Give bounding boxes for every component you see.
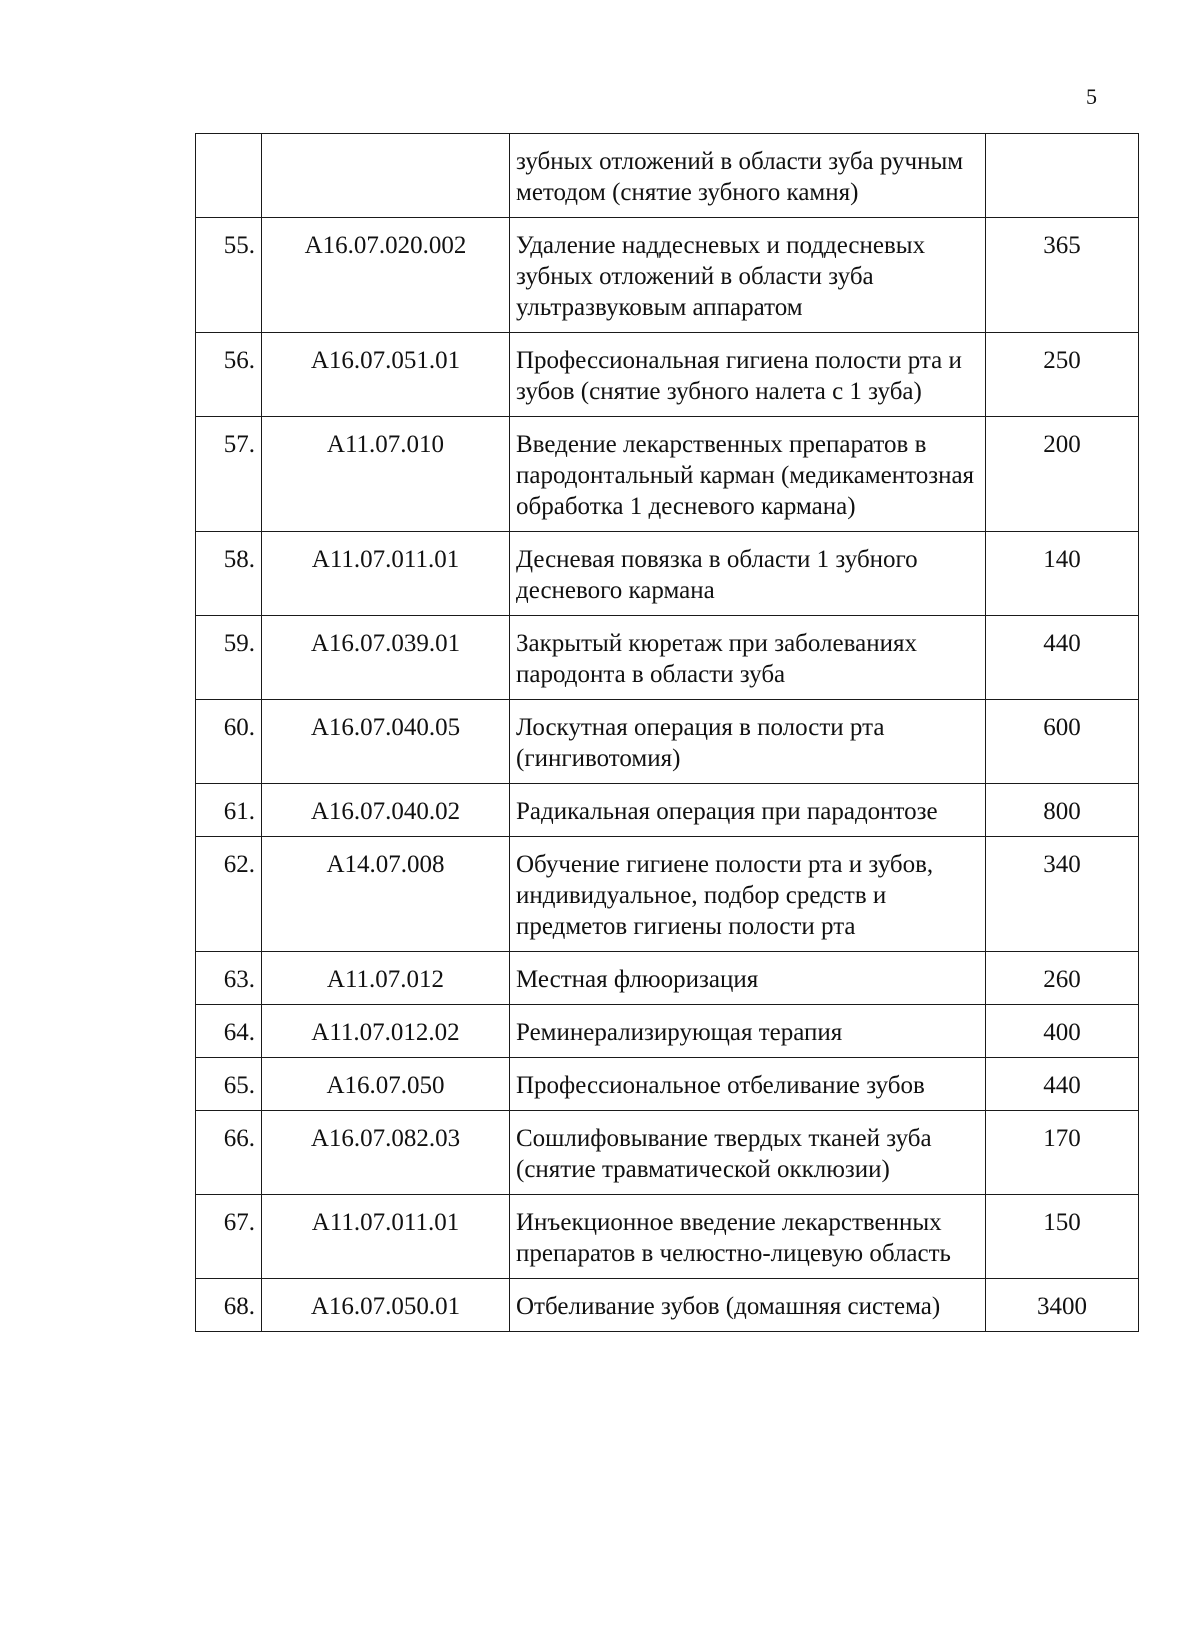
service-price: 150: [986, 1195, 1139, 1279]
service-price: 440: [986, 616, 1139, 700]
service-name: Закрытый кюретаж при заболеваниях пародонта в области зуба: [510, 616, 986, 700]
row-number: 55.: [196, 218, 262, 333]
service-code: А16.07.051.01: [262, 333, 510, 417]
row-number: 57.: [196, 417, 262, 532]
service-price: [986, 134, 1139, 218]
table-row: [196, 784, 1139, 837]
row-number: 63.: [196, 952, 262, 1005]
service-price: 400: [986, 1005, 1139, 1058]
table-row: [196, 1058, 1139, 1111]
service-code: А11.07.012.02: [262, 1005, 510, 1058]
service-name: Введение лекарственных препаратов в пародонтальный карман (медикаментозная обработка 1 десневого кармана): [510, 417, 986, 532]
service-code: А14.07.008: [262, 837, 510, 952]
row-number: 67.: [196, 1195, 262, 1279]
service-code: А11.07.010: [262, 417, 510, 532]
service-price: 440: [986, 1058, 1139, 1111]
service-name: зубных отложений в области зуба ручным методом (снятие зубного камня): [510, 134, 986, 218]
service-price: 800: [986, 784, 1139, 837]
table-row: [196, 1279, 1139, 1332]
service-name: Профессиональная гигиена полости рта и зубов (снятие зубного налета с 1 зуба): [510, 333, 986, 417]
row-number: 60.: [196, 700, 262, 784]
service-code: А16.07.039.01: [262, 616, 510, 700]
service-name: Радикальная операция при парадонтозе: [510, 784, 986, 837]
service-name: Лоскутная операция в полости рта (гингивотомия): [510, 700, 986, 784]
row-number: 65.: [196, 1058, 262, 1111]
service-price: 3400: [986, 1279, 1139, 1332]
row-number: 62.: [196, 837, 262, 952]
service-price: 600: [986, 700, 1139, 784]
table-row: [196, 1111, 1139, 1195]
row-number: 56.: [196, 333, 262, 417]
service-name: Сошлифовывание твердых тканей зуба (снятие травматической окклюзии): [510, 1111, 986, 1195]
table-row: [196, 1195, 1139, 1279]
service-price: 340: [986, 837, 1139, 952]
table-row: [196, 616, 1139, 700]
service-name: Профессиональное отбеливание зубов: [510, 1058, 986, 1111]
table-row: [196, 532, 1139, 616]
service-name: Реминерализирующая терапия: [510, 1005, 986, 1058]
service-code: А11.07.012: [262, 952, 510, 1005]
service-price: 170: [986, 1111, 1139, 1195]
service-name: Удаление наддесневых и поддесневых зубных отложений в области зуба ультразвуковым аппаратом: [510, 218, 986, 333]
service-code: А11.07.011.01: [262, 1195, 510, 1279]
row-number: 64.: [196, 1005, 262, 1058]
service-name: Отбеливание зубов (домашняя система): [510, 1279, 986, 1332]
table-row: [196, 333, 1139, 417]
service-code: А11.07.011.01: [262, 532, 510, 616]
page-number: 5: [1086, 84, 1097, 109]
service-code: А16.07.082.03: [262, 1111, 510, 1195]
table-row: [196, 952, 1139, 1005]
service-price: 365: [986, 218, 1139, 333]
table-row: [196, 700, 1139, 784]
service-name: Десневая повязка в области 1 зубного десневого кармана: [510, 532, 986, 616]
service-price: 260: [986, 952, 1139, 1005]
row-number: [196, 134, 262, 218]
table-row: [196, 218, 1139, 333]
service-code: А16.07.050: [262, 1058, 510, 1111]
price-table: [195, 133, 1139, 1332]
price-table-body: [196, 134, 1139, 1332]
table-row: [196, 837, 1139, 952]
service-code: А16.07.040.02: [262, 784, 510, 837]
service-price: 250: [986, 333, 1139, 417]
service-name: Местная флюоризация: [510, 952, 986, 1005]
table-row: [196, 134, 1139, 218]
row-number: 58.: [196, 532, 262, 616]
row-number: 61.: [196, 784, 262, 837]
table-row: [196, 417, 1139, 532]
row-number: 68.: [196, 1279, 262, 1332]
row-number: 59.: [196, 616, 262, 700]
service-price: 200: [986, 417, 1139, 532]
table-row: [196, 1005, 1139, 1058]
service-name: Инъекционное введение лекарственных препаратов в челюстно-лицевую область: [510, 1195, 986, 1279]
service-name: Обучение гигиене полости рта и зубов, индивидуальное, подбор средств и предметов гигиены полости рта: [510, 837, 986, 952]
service-code: [262, 134, 510, 218]
service-code: А16.07.050.01: [262, 1279, 510, 1332]
service-code: А16.07.020.002: [262, 218, 510, 333]
service-code: А16.07.040.05: [262, 700, 510, 784]
row-number: 66.: [196, 1111, 262, 1195]
service-price: 140: [986, 532, 1139, 616]
